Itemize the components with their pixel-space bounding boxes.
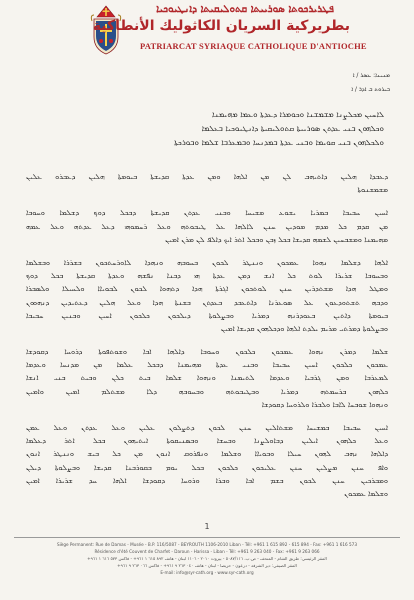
letterhead bbox=[0, 0, 414, 70]
text-line: ܘܒܨܠܘܬܐ ܕܡܪܬܝ ܡܪܝܡ ܝܠܕܬ ܐܠܗܐ ܘܕܟܠܗܘܢ ܩܕܝܫܐ ܐܡܝܢ bbox=[220, 323, 388, 333]
reference-number: ܡܢܝܢܐ: ܥܣܪ / ܐ bbox=[352, 72, 390, 79]
footer-contact: E-mail: info@syr-cath.org - www.syr-cath.org bbox=[160, 570, 254, 575]
text-line: ܡܢ ܩܕܡ ܟܠ ܡܕܡ ܡܘܕܝܢ ܚܢܢ ܠܐܠܗܐ ܥܠ ܛܝܒܘܬܗ ܘܥܠ ܪܚܡܘܗܝ ܕܥܠ ܥܕܬܗ ܘܥܠ ܥܡܗ bbox=[26, 221, 388, 231]
text-line: ܕܥܒܕܐ ܗܠܝܢ ܕܐܬܝܗܒ ܠܢ ܡܢ ܐܠܗܐ ܘܡܢ ܥܕܬܐ ܩܕܝܫܬܐ ܒܝܘܡܬܐ ܗܠܝܢ ܕܥܒܪܘ ܥܠܝܢ bbox=[26, 172, 388, 181]
text-line: ܘܡܒܪܟܝܢ ܚܢܢ ܠܟܘܢ ܒܫܡ ܐܒܐ ܘܒܪܐ ܘܪܘܚܐ ܕܩܘܕܫܐ ܐܠܗܐ ܚܕ ܫܪܝܪܐ ܐܡܝܢ bbox=[26, 475, 388, 485]
reference-date: ܒܝܪܘܬ ܒ ܐܕܪ / ܐ bbox=[351, 86, 390, 93]
text-line: ܘܢܗܘܐ ܫܘܒܚܐ ܠܐܒܐ ܘܠܒܪܐ ܘܠܪܘܚܐ ܕܩܘܕܫܐ bbox=[261, 399, 388, 409]
footer-summer-residence-arabic: المقر الصيفي: دير الشرفة - درعون - حريصا - لبنان - هاتف ٠٤٠ ٢٦٣ ٩ ٩٦١+ - فاكس ٠٦٦ ٢٦٣ ٩ ٩٦١+ bbox=[117, 563, 297, 568]
text-line: ܫܠܡܐ ܕܡܪܢ ܢܗܘܐ ܥܡܟܘܢ ܟܠܟܘܢ ܘܚܘܒܐ ܕܐܠܗܐ ܐܒܐ ܘܫܘܬܦܘܬܐ ܕܪܘܚܐ ܕܩܘܕܫܐ bbox=[26, 347, 388, 357]
text-line: ܥܡܟܘܢ ܟܠܟܘܢ ܐܚܝܢ ܚܒܝܒܐ ܘܒܢܝ ܥܕܬܐ ܡܗܝܡܢܐ ܕܒܟܠ ܥܠܡܐ ܡܢ ܡܕܢܚܐ ܘܥܕܡܐ bbox=[26, 360, 388, 370]
footer-address-french: Siège Permanent: Rue de Damas - Musée - B.P. 116/5087 - BEYROUTH 1106-2010 Liban - Tél: +961 1 615 892 - 615 894 - Fax: +961 1 616 573 bbox=[56, 542, 358, 547]
text-line: ܘܕܒܗ ܬܫܬܘܕܥܘܢ ܥܠ ܣܘܥܪܢܐ ܕܐܬܥܒܕ ܒܥܕܬܢ ܒܫܢܬܐ ܗܕܐ ܘܥܠ ܗܠܝܢ ܕܥܬܝܕܝܢ ܕܢܗܘܘܢ bbox=[26, 297, 388, 307]
letter-body bbox=[26, 170, 388, 510]
text-line: ܐܚܝܢ ܚܒܝܒܐ ܒܡܪܝܐ ܝܫܘܥ ܡܫܝܚܐ ܘܒܢܝ ܥܕܬܢ ܩܕܝܫܬܐ ܕܒܟܠ ܕܘܟ ܕܫܠܡܐ ܘܚܘܒܐ bbox=[26, 208, 388, 218]
paragraph bbox=[26, 421, 388, 500]
text-line: ܟܠܗܘܢ ܒܪܚܡܬܗ ܕܡܪܝܐ ܘܒܛܝܒܘܬܗ ܘܒܚܘܒܗ ܕܠܐ ܡܫܬܠܡ ܐܡܝܢ ܘܐܡܝܢ bbox=[26, 386, 388, 396]
footer bbox=[14, 541, 400, 576]
page-number: 1 bbox=[204, 522, 210, 531]
footer-summer-residence-french: Résidence d'été Couvent de Charfet - Daroun - Harissa - Liban - Tél: +961 9 263 040 - Fax: +961 9 263 066 bbox=[94, 549, 320, 554]
letterhead-french-title: PATRIARCAT SYRIAQUE CATHOLIQUE D'ANTIOCHE bbox=[140, 41, 367, 51]
text-line: ܘܥܠ ܟܠܗܘܢ ܐܝܠܝܢ ܕܒܐܘܠܨܢܐ ܘܒܚܫܐ ܘܒܣܢܝܩܘܬܐ ܐܝܬܝܗܘܢ ܒܟܠ ܐܬܪ ܕܥܠܡܐ bbox=[26, 436, 388, 446]
text-line: ܡܗܝܡܢܐ ܘܡܫܒܚܝܢ ܠܫܡܗ ܩܕܝܫܐ ܒܟܠ ܙܒܢ ܘܒܟܠ ܐܬܪ ܐܝܟ ܕܐܠܦ ܠܢ ܡܪܢ ܐܡܝܢ bbox=[165, 234, 388, 244]
text-line: ܘܡܛܠ ܗܕܐ ܡܫܬܕܪܝܢ ܚܢܢ ܠܘܬܟܘܢ ܐܓܪܬܐ ܗܕܐ ܕܬܗܘܐ ܠܟܘܢ ܠܒܘܝܐܐ ܘܠܚܝܠܐ ܘܠܣܒܪܐ bbox=[26, 284, 388, 294]
text-line: ܘܐܦ ܚܢܢ ܡܨܠܝܢ ܚܢܢ ܥܠܝܟܘܢ ܟܠܟܘܢ ܒܟܠ ܝܘܡ ܒܩܘܪܒܢܐ ܩܕܝܫܐ ܘܒܨܠܘܬܐ ܕܝܠܢ bbox=[26, 462, 388, 472]
address-block bbox=[40, 108, 384, 150]
text-line: ܐܠܗܐ ܕܫܠܡܐ ܢܗܘܐ ܥܡܟܘܢ ܘܢܢܛܪ ܠܟܘܢ ܒܚܘܒܗ ܘܢܗܕܐ ܠܐܘܪܚܬܟܘܢ ܒܫܪܪܐ ܘܒܫܠܡܐ bbox=[26, 257, 388, 267]
text-line: ܐܚܝܢ ܚܒܝܒܐ ܒܡܫܝܚܐ ܡܫܬܐܠܝܢ ܚܢܢ ܠܟܘܢ ܕܬܨܠܘܢ ܥܠܝܢ ܘܥܠ ܥܕܬܢ ܘܥܠ ܥܡܢ bbox=[26, 423, 388, 432]
letterhead-arabic-title: بطريركية السريان الكاثوليك الأنطاكية bbox=[92, 18, 350, 34]
paragraph bbox=[26, 170, 388, 196]
text-line: ܘܒܚܘܒܐ ܫܪܝܪܐ ܠܘܬ ܟܠ ܐܢܫ ܕܡܢ ܥܕܬܐ ܗܝ ܕܒܢܐ ܢܦܫܗ ܘܥܕܬܐ ܩܕܝܫܬܐ ܒܟܠ ܕܘܟ bbox=[26, 271, 388, 281]
text-line: ܒܝܘܡܬܐ ܕܐܬܝܢ ܒܥܘܕܪܢܗ ܕܡܪܝܐ ܘܒܨܠܘܬܐ ܕܝܠܟܘܢ ܟܠܟܘܢ ܐܚܝܢ ܘܒܢܝܢ ܚܒܝܒܐ bbox=[26, 310, 388, 320]
text-line: ܡܫܡܫܢܘܬܐ bbox=[357, 185, 388, 195]
paragraph bbox=[26, 345, 388, 411]
text-line: ܘܫܠܡܐ ܥܡܟܘܢ bbox=[344, 488, 388, 498]
address-line: ܘܟܠܗܘܢ ܒܢܝ ܥܕܬܢ ܣܘܪܝܝܬܐ ܩܬܘܠܝܩܝܬܐ ܕܐܢܛܝܘܟܝܐ ܒܥܠܡܐ bbox=[201, 124, 384, 133]
footer-address-arabic: المقر الرئيسي: طريق الشام - المتحف - ص.ب. ٥٠٨٧/١١٦ - بيروت ٢٠١٠ - ١١٠٦ لبنان - هاتف ٨٩٢ ٦١٥ ١ ٩٦١+ - فاكس ٥٧٣ ٦١٦ ١ ٩٦١+ bbox=[87, 556, 327, 561]
footer-divider bbox=[14, 537, 400, 538]
text-line: ܠܡܥܪܒܐ ܘܡܢ ܓܪܒܝܐ ܘܥܕܡܐ ܠܬܝܡܢܐ ܘܢܗܘܐ ܫܠܡܐ ܒܝܬ ܟܠܢ ܘܒܝܬ ܒܢܝ ܐܢܫܐ bbox=[26, 373, 388, 383]
reference-block bbox=[250, 69, 390, 97]
letterhead-syriac-title: ܦܛܪܝܪܟܘܬܐ ܣܘܪܝܝܬܐ ܩܬܘܠܝܩܝܬܐ ܕܐܢܛܝܘܟܝܐ bbox=[156, 4, 334, 15]
text-line: ܕܐܠܗܐ ܢܗܒ ܠܗܘܢ ܚܝܠܐ ܘܒܘܝܐܐ ܘܫܠܡܐ ܘܢܦܪܘܩ ܐܢܘܢ ܡܢ ܟܠ ܒܝܫ ܘܢܢܛܪ ܐܢܘܢ bbox=[26, 449, 388, 459]
paragraph bbox=[26, 256, 388, 335]
address-line: ܘܠܟܠܗܘܢ ܒܢܝ ܩܘܝܡܐ ܘܒܢܝ ܥܕܬܐ ܒܡܕܢܚܐ ܘܒܡܥܪܒܐ ܫܠܡܐ ܘܒܘܪܟܬܐ bbox=[174, 138, 384, 147]
address-line: ܠܐܚܝܢ ܡܟܠܨܢܐ ܡܫܡܫܢܐ ܘܟܘܡܪܐ ܕܥܕܬܐ ܘܥܡܐ ܡܗܝܡܢܐ bbox=[211, 110, 384, 119]
paragraph bbox=[26, 206, 388, 246]
